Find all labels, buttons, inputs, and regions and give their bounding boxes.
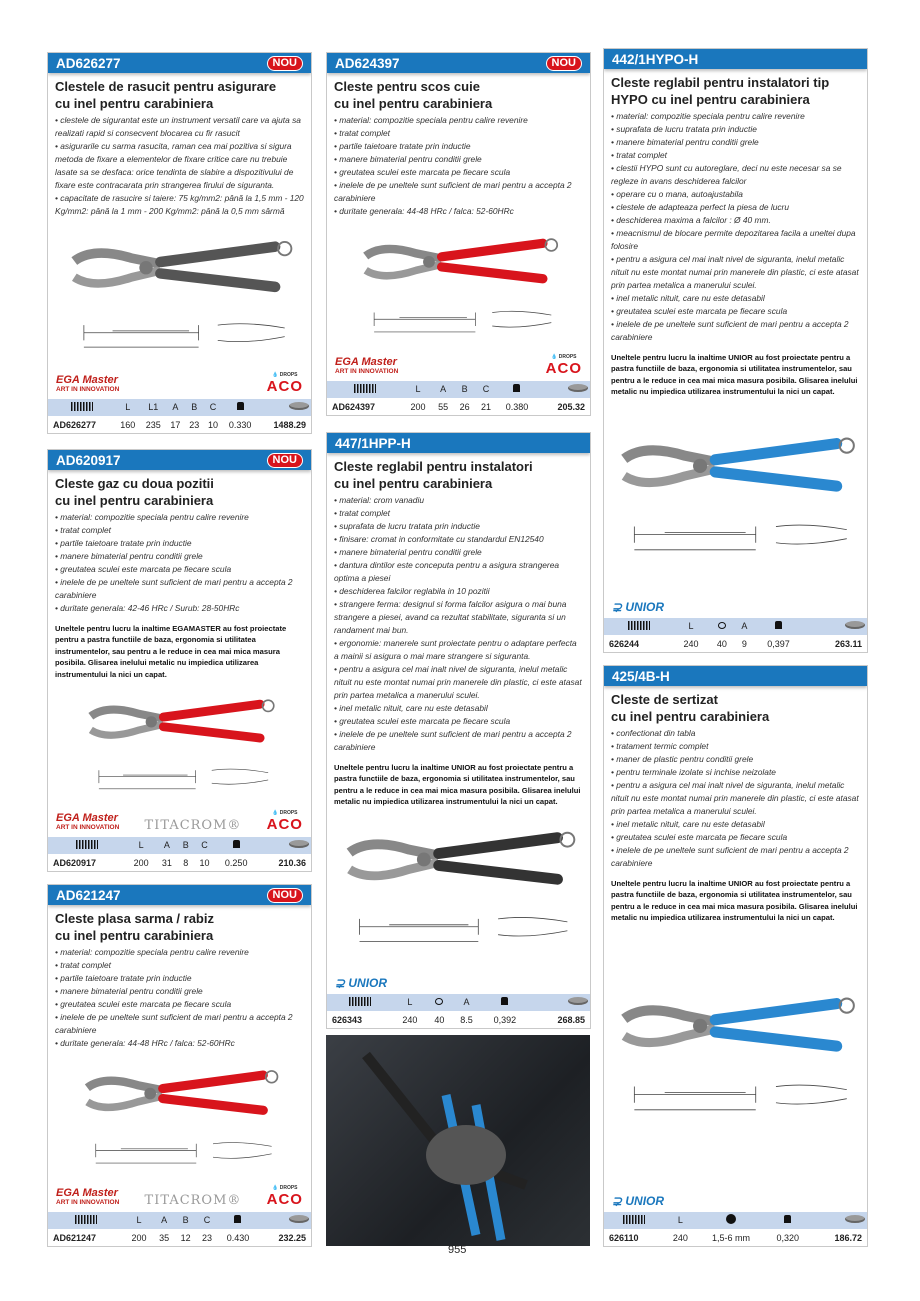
weight-icon	[234, 1215, 241, 1223]
new-badge: NOU	[267, 56, 303, 71]
price-icon	[568, 384, 588, 392]
egamaster-tagline: ART IN INNOVATION	[56, 824, 120, 831]
feature-item: • clestii HYPO sunt cu autoreglare, deci nu este necesar sa se regleze in avans deschiderea falcilor	[611, 163, 842, 186]
product-code: AD626277	[56, 55, 121, 71]
weight-icon	[784, 1215, 791, 1223]
column-header: C	[203, 1215, 211, 1226]
brand-logos	[48, 371, 311, 399]
feature-item: • suprafata de lucru tratata prin inductie	[334, 521, 480, 531]
title-line: Cleste de sertizat	[611, 692, 718, 707]
feature-item: • greutatea sculei este marcata pe fiecare scula	[334, 167, 511, 177]
safety-note: Uneltele pentru lucru la inaltime EGAMASTER au fost proiectate pentru a pastra functiile de baza, ergonomia si utilitatea instrumentelor, sau pentru a le reduce in cea mai mica masura posibila. Glisarea inelului metalic nu impiedica utilizarea instrumentului la nici un capat.	[55, 624, 287, 679]
spec-table-header	[604, 618, 867, 635]
ring-icon	[435, 998, 443, 1005]
feature-item: • material: compozitie speciala pentru calire revenire	[55, 947, 249, 957]
spec-value: 0.380	[505, 401, 529, 412]
article-code: AD626277	[53, 419, 97, 430]
column-header	[604, 618, 673, 635]
feature-item: • tratat complet	[55, 960, 111, 970]
feature-item: • operare cu o mana, autoajustabila	[611, 189, 743, 199]
spec-table-row	[327, 398, 590, 415]
feature-item: • material: compozitie speciala pentru calire revenire	[55, 512, 249, 522]
column-header: B	[182, 840, 189, 851]
egamaster-logo: EGA Master ART IN INNOVATION	[56, 374, 120, 393]
product-code: 425/4B-H	[612, 668, 670, 684]
egamaster-tagline: ART IN INNOVATION	[335, 368, 399, 375]
column-header: A	[463, 997, 470, 1008]
product-code-header	[327, 53, 590, 73]
product-code: 447/1HPP-H	[335, 435, 411, 451]
spec-table	[327, 381, 590, 415]
feature-item: • greutatea sculei este marcata pe fiecare scula	[334, 716, 511, 726]
feature-item: • clestele de sigurantat este un instrument versatil care va ajuta sa realizati rapid si consecvent blocarea cu fir rasucit	[55, 115, 301, 138]
spec-table-header	[327, 381, 590, 398]
price: 186.72	[834, 1232, 862, 1243]
egamaster-tagline: ART IN INNOVATION	[56, 1199, 120, 1206]
product-card	[47, 884, 312, 1247]
barcode-icon	[623, 1215, 645, 1224]
product-code: 442/1HYPO-H	[612, 51, 699, 67]
spec-value: 0.430	[226, 1232, 250, 1243]
aco-logo: ACO	[266, 378, 303, 395]
price-icon	[845, 1215, 865, 1223]
product-card	[47, 449, 312, 872]
product-code-header	[604, 666, 867, 686]
spec-table-row	[604, 1229, 867, 1246]
barcode-icon	[76, 840, 98, 849]
column-header: L	[677, 1215, 683, 1226]
spec-value: 26	[459, 401, 470, 412]
feature-item: • inelele de pe uneltele sunt suficient de mari pentru a accepta 2 carabiniere	[611, 845, 849, 868]
column-header	[709, 618, 735, 635]
column-header: L	[136, 1215, 142, 1226]
column-header: L	[125, 402, 131, 413]
barcode-icon	[354, 384, 376, 393]
feature-item: • strangere ferma: designul si forma falcilor asigura o mai buna strangere a piesei, avand ca rezultat stabilitate, siguranta si un randament mai bun.	[334, 599, 567, 635]
feature-item: • inelele de pe uneltele sunt suficient de mari pentru a accepta 2 carabiniere	[55, 577, 293, 600]
spec-value: 200	[410, 401, 426, 412]
price: 268.85	[557, 1014, 585, 1025]
column-header	[754, 618, 804, 635]
feature-item: • greutatea sculei este marcata pe fiecare scula	[55, 999, 232, 1009]
column-header: L	[688, 621, 694, 632]
feature-item: • manere bimaterial pentru conditii grele	[55, 551, 203, 561]
spec-value: 12	[180, 1232, 191, 1243]
product-card	[603, 48, 868, 653]
spec-value: 200	[133, 857, 149, 868]
column-header: C	[201, 840, 208, 851]
column-header: A	[741, 621, 748, 632]
title-line: cu inel pentru carabiniera	[611, 708, 770, 724]
feature-item: • inelele de pe uneltele sunt suficient de mari pentru a accepta 2 carabiniere	[334, 180, 572, 203]
column-header	[48, 1212, 124, 1229]
column-header	[327, 994, 393, 1011]
column-header: L	[138, 840, 144, 851]
spec-value: 240	[402, 1014, 418, 1025]
product-code: AD621247	[56, 887, 121, 903]
product-title	[604, 686, 867, 727]
column-header	[766, 1212, 810, 1229]
spec-table-row	[327, 1011, 590, 1028]
column-header	[258, 399, 311, 416]
feature-item: • tratament termic complet	[611, 741, 709, 751]
egamaster-logo: EGA Master ART IN INNOVATION	[335, 356, 399, 375]
column-header	[604, 1212, 665, 1229]
spec-table	[48, 399, 311, 433]
feature-item: • manere bimaterial pentru conditii grele	[334, 154, 482, 164]
brand-logos	[327, 966, 590, 994]
product-code: AD624397	[335, 55, 400, 71]
spec-value: 0,392	[493, 1014, 517, 1025]
feature-item: • inelele de pe uneltele sunt suficient de mari pentru a accepta 2 carabiniere	[611, 319, 849, 342]
egamaster-tagline: ART IN INNOVATION	[56, 386, 120, 393]
feature-item: • pentru a asigura cel mai inalt nivel de siguranta, inelul metalic nituit nu este montat numai prin manerele din plastic, ci este atasat prin partea metalica a manerului sculei.	[611, 780, 859, 816]
weight-icon	[233, 840, 240, 848]
title-line: Cleste reglabil pentru instalatori tip	[611, 75, 830, 90]
feature-item: • inelele de pe uneltele sunt suficient de mari pentru a accepta 2 carabiniere	[334, 729, 572, 752]
product-title	[48, 73, 311, 114]
feature-list	[48, 114, 311, 218]
product-image	[604, 924, 867, 1184]
product-title	[48, 470, 311, 511]
column-header	[327, 381, 403, 398]
column-header: L1	[148, 402, 159, 413]
feature-item: • deschiderea maxima a falcilor : Ø 40 mm.	[611, 215, 771, 225]
column-header	[48, 399, 115, 416]
unior-logo: ⊋ UNIOR	[612, 600, 665, 614]
titacrom-logo: TITACROM®	[144, 1193, 242, 1208]
feature-item: • pentru a asigura cel mai inalt nivel de siguranta, inelul metalic nituit nu este montat numai prin manerele din plastic, ci este atasat prin partea metalica a manerului sculei.	[334, 664, 582, 700]
price: 232.25	[278, 1232, 306, 1243]
aco-drops-logo	[267, 810, 303, 833]
product-code-header	[327, 433, 590, 453]
feature-item: • clestele de adapteaza perfect la piesa de lucru	[611, 202, 789, 212]
aco-logo: ACO	[266, 1191, 303, 1208]
aco-logo: ACO	[266, 816, 303, 833]
price-icon	[289, 840, 309, 848]
spec-table-header	[604, 1212, 867, 1229]
feature-item: • ergonomie: manerele sunt proiectate pentru o adaptare perfecta a mainii si asigura o mai mare strangere si siguranta.	[334, 638, 577, 661]
product-photo-hand-with-pliers	[326, 1035, 590, 1246]
spec-value: 240	[683, 638, 699, 649]
product-code-header	[604, 49, 867, 69]
spec-value: 35	[159, 1232, 170, 1243]
brand-logos	[604, 1184, 867, 1212]
barcode-icon	[349, 997, 371, 1006]
feature-item: • duritate generala: 44-48 HRc / falca: 52-60HRc	[55, 1038, 235, 1048]
column-header	[810, 1212, 867, 1229]
spec-value: 0,397	[767, 638, 790, 649]
brand-logos	[604, 590, 867, 618]
feature-item: • tratat complet	[611, 150, 667, 160]
spec-value: 200	[131, 1232, 147, 1243]
column-header: A	[172, 402, 179, 413]
title-line: HYPO cu inel pentru carabiniera	[611, 91, 810, 107]
title-line: Clestele de rasucit pentru asigurare	[55, 79, 277, 94]
feature-item: • greutatea sculei este marcata pe fiecare scula	[55, 564, 232, 574]
weight-icon	[237, 402, 244, 410]
product-code-header	[48, 53, 311, 73]
aco-logo: ACO	[545, 360, 582, 377]
price: 210.36	[278, 857, 306, 868]
aco-drops-logo	[546, 354, 582, 377]
spec-value: 23	[201, 1232, 212, 1243]
product-image	[48, 218, 311, 371]
column-header	[537, 381, 590, 398]
column-header: B	[191, 402, 198, 413]
feature-item: • greutatea sculei este marcata pe fiecare scula	[611, 306, 788, 316]
aco-drops-logo	[267, 1185, 303, 1208]
article-code: 626110	[609, 1232, 639, 1243]
ring-icon	[718, 622, 726, 629]
title-line: Cleste pentru scos cuie	[334, 79, 480, 94]
feature-list	[604, 727, 867, 870]
column-header	[48, 837, 126, 854]
spec-table-header	[327, 994, 590, 1011]
product-card	[326, 52, 591, 416]
spec-value: 10	[199, 857, 210, 868]
article-code: AD621247	[53, 1232, 97, 1243]
unior-logo: ⊋ UNIOR	[335, 976, 388, 990]
spec-table-header	[48, 1212, 311, 1229]
drops-icon: 💧 DROPS	[272, 1185, 298, 1191]
product-title	[48, 905, 311, 946]
new-badge: NOU	[267, 453, 303, 468]
article-code: 626343	[332, 1014, 363, 1025]
feature-item: • meacnismul de blocare permite depozitarea facila a uneltei dupa folosire	[611, 228, 856, 251]
barcode-icon	[71, 402, 93, 411]
feature-item: • inelele de pe uneltele sunt suficient de mari pentru a accepta 2 carabiniere	[55, 1012, 293, 1035]
unior-logo: ⊋ UNIOR	[612, 1194, 665, 1208]
spec-value: 31	[161, 857, 172, 868]
feature-item: • material: compozitie speciala pentru calire revenire	[611, 111, 805, 121]
feature-item: • material: crom vanadiu	[334, 495, 424, 505]
new-badge: NOU	[546, 56, 582, 71]
safety-note: Uneltele pentru lucru la inaltime UNIOR au fost proiectate pentru a pastra functiile de baza, ergonomia si utilitatea instrumentelor, sau pentru a le reduce in cea mai mica masura posibila. Glisarea inelului metalic nu impiedica utilizarea instrumentului la nici un capat.	[334, 763, 581, 807]
spec-value: 8.5	[460, 1014, 473, 1025]
spec-value: 21	[480, 401, 491, 412]
feature-item: • dantura dintilor este conceputa pentru a asigura strangerea optima a piesei	[334, 560, 560, 583]
feature-item: • partile taietoare tratate prin inductie	[334, 141, 471, 151]
spec-value: 0.250	[224, 857, 248, 868]
drops-icon: 💧 DROPS	[272, 372, 298, 378]
feature-item: • duritate generala: 44-48 HRc / falca: 52-60HRc	[334, 206, 514, 216]
spec-value: 40	[716, 638, 727, 649]
feature-list	[48, 946, 311, 1050]
feature-item: • inel metalic nituit, care nu este detasabil	[611, 819, 765, 829]
feature-list	[48, 511, 311, 615]
titacrom-logo: TITACROM®	[144, 818, 242, 833]
column-header	[696, 1212, 766, 1229]
feature-item: • asigurarile cu sarma rasucita, raman cea mai pozitiva si sigura metoda de fixare a elementelor de fixare critice care nu trebuie lasate sa se desfaca: orice tendinta de slabire a dispozitivului de fixare este contracarata prin strangerea firului de siguranta.	[55, 141, 294, 190]
feature-item: • manere bimaterial pentru conditii grele	[55, 986, 203, 996]
product-image	[327, 218, 590, 353]
spec-value: 235	[145, 419, 161, 430]
spec-value: 17	[170, 419, 181, 430]
spec-value: 0,320	[776, 1232, 800, 1243]
title-line: cu inel pentru carabiniera	[334, 95, 493, 111]
spec-table	[604, 1212, 867, 1246]
column-header	[528, 994, 590, 1011]
spec-value: 8	[183, 857, 189, 868]
feature-item: • inel metalic nituit, care nu este detasabil	[611, 293, 765, 303]
column-header	[258, 1212, 311, 1229]
title-line: cu inel pentru carabiniera	[55, 927, 214, 943]
column-header: A	[163, 840, 170, 851]
new-badge: NOU	[267, 888, 303, 903]
spec-value: 160	[120, 419, 136, 430]
column-header	[803, 618, 867, 635]
product-image	[327, 808, 590, 966]
title-line: Cleste plasa sarma / rabiz	[55, 911, 214, 926]
page-number: 955	[448, 1244, 467, 1256]
article-code: 626244	[609, 638, 640, 649]
egamaster-logo: EGA Master ART IN INNOVATION	[56, 1187, 120, 1206]
spec-table-header	[48, 837, 311, 854]
feature-item: • finisare: cromat in conformitate cu standardul EN12540	[334, 534, 544, 544]
spec-table	[48, 1212, 311, 1246]
article-code: AD620917	[53, 857, 97, 868]
product-card	[603, 665, 868, 1247]
column-header	[215, 837, 256, 854]
feature-list	[604, 110, 867, 344]
feature-item: • suprafata de lucru tratata prin inductie	[611, 124, 757, 134]
spec-table-row	[48, 1229, 311, 1246]
price-icon	[845, 621, 865, 629]
price: 205.32	[557, 401, 585, 412]
spec-value: 240	[672, 1232, 688, 1243]
spec-table-row	[48, 854, 311, 871]
weight-icon	[513, 384, 520, 392]
spec-value: 55	[438, 401, 449, 412]
column-header	[257, 837, 311, 854]
feature-item: • tratat complet	[334, 128, 390, 138]
column-header: L	[415, 384, 421, 395]
feature-list	[327, 114, 590, 218]
product-code-header	[48, 885, 311, 905]
spec-table	[327, 994, 590, 1028]
column-header	[481, 994, 528, 1011]
product-code: AD620917	[56, 452, 121, 468]
price-icon	[568, 997, 588, 1005]
title-line: cu inel pentru carabiniera	[334, 475, 493, 491]
product-card	[47, 52, 312, 434]
brand-logos	[48, 809, 311, 837]
feature-item: • tratat complet	[55, 525, 111, 535]
column-header	[497, 381, 538, 398]
price-icon	[289, 1215, 309, 1223]
feature-item: • inel metalic nituit, care nu este detasabil	[334, 703, 488, 713]
price: 263.11	[834, 638, 862, 649]
weight-icon	[775, 621, 782, 629]
weight-icon	[501, 997, 508, 1005]
column-header: A	[161, 1215, 168, 1226]
product-title	[604, 69, 867, 110]
barcode-icon	[628, 621, 650, 630]
column-header: A	[440, 384, 447, 395]
product-image	[604, 398, 867, 590]
feature-item: • tratat complet	[334, 508, 390, 518]
aco-drops-logo	[267, 372, 303, 395]
column-header: C	[209, 402, 217, 413]
feature-list	[327, 494, 590, 754]
brand-logos	[327, 353, 590, 381]
feature-item: • deschiderea falcilor reglabila in 10 pozitii	[334, 586, 490, 596]
column-header: L	[407, 997, 413, 1008]
title-line: Cleste reglabil pentru instalatori	[334, 459, 533, 474]
column-header	[218, 1212, 259, 1229]
feature-item: • greutatea sculei este marcata pe fiecare scula	[611, 832, 788, 842]
feature-item: • partile taietoare tratate prin inductie	[55, 973, 192, 983]
cable-diameter-icon	[726, 1214, 736, 1224]
egamaster-logo: EGA Master ART IN INNOVATION	[56, 812, 120, 831]
price-icon	[289, 402, 309, 410]
spec-table-row	[48, 416, 311, 433]
product-image	[48, 680, 311, 809]
product-title	[327, 73, 590, 114]
column-header	[427, 994, 452, 1011]
column-header: B	[182, 1215, 189, 1226]
spec-table-row	[604, 635, 867, 652]
feature-item: • pentru a asigura cel mai inalt nivel de siguranta, inelul metalic nituit nu este montat numai prin manerele din plastic, ci este atasat prin partea metalica a manerului sculei.	[611, 254, 859, 290]
column-header: C	[482, 384, 490, 395]
feature-item: • duritate generala: 42-46 HRc / Surub: 28-50HRc	[55, 603, 240, 613]
feature-item: • capacitate de rasucire si taiere: 75 kg/mm2: până la 1,5 mm - 120 Kg/mm2: până la 1 mm - 200 Kg/mm2: până la 0,5 mm sârmă	[55, 193, 304, 216]
title-line: Cleste gaz cu doua pozitii	[55, 476, 214, 491]
feature-item: • maner de plastic pentru conditii grele	[611, 754, 754, 764]
spec-value: 40	[434, 1014, 445, 1025]
safety-note: Uneltele pentru lucru la inaltime UNIOR au fost proiectate pentru a pastra functiile de baza, ergonomia si utilitatea instrumentelor, sau pentru a le reduce in cea mai mica masura posibila. Glisarea inelului metalic nu impiedica utilizarea instrumentului la nici un capat.	[611, 879, 858, 923]
feature-item: • manere bimaterial pentru conditii grele	[334, 547, 482, 557]
feature-item: • partile taietoare tratate prin inductie	[55, 538, 192, 548]
barcode-icon	[75, 1215, 97, 1224]
feature-item: • confectionat din tabla	[611, 728, 696, 738]
price: 1488.29	[273, 419, 306, 430]
product-code-header	[48, 450, 311, 470]
column-header	[222, 399, 258, 416]
column-header: B	[461, 384, 468, 395]
product-title	[327, 453, 590, 494]
drops-icon: 💧 DROPS	[551, 354, 577, 360]
article-code: AD624397	[332, 401, 376, 412]
feature-item: • pentru terminale izolate si inchise neizolate	[611, 767, 776, 777]
drops-icon: 💧 DROPS	[272, 810, 298, 816]
spec-value: 10	[207, 419, 218, 430]
title-line: cu inel pentru carabiniera	[55, 492, 214, 508]
spec-table-header	[48, 399, 311, 416]
product-image	[48, 1050, 311, 1184]
safety-note: Uneltele pentru lucru la inaltime UNIOR au fost proiectate pentru a pastra functiile de baza, ergonomia si utilitatea instrumentelor, sau pentru a le reduce in cea mai mica masura posibila. Glisarea inelului metalic nu impiedica utilizarea instrumentului la nici un capat.	[611, 353, 858, 397]
brand-logos	[48, 1184, 311, 1212]
spec-value: 1,5-6 mm	[711, 1232, 750, 1243]
spec-value: 0.330	[228, 419, 252, 430]
spec-table	[48, 837, 311, 871]
spec-value: 23	[189, 419, 200, 430]
spec-value: 9	[741, 638, 747, 649]
title-line: cu inel pentru carabiniera	[55, 95, 214, 111]
product-card	[326, 432, 591, 1029]
spec-table	[604, 618, 867, 652]
feature-item: • manere bimaterial pentru conditii grele	[611, 137, 759, 147]
feature-item: • material: compozitie speciala pentru calire revenire	[334, 115, 528, 125]
